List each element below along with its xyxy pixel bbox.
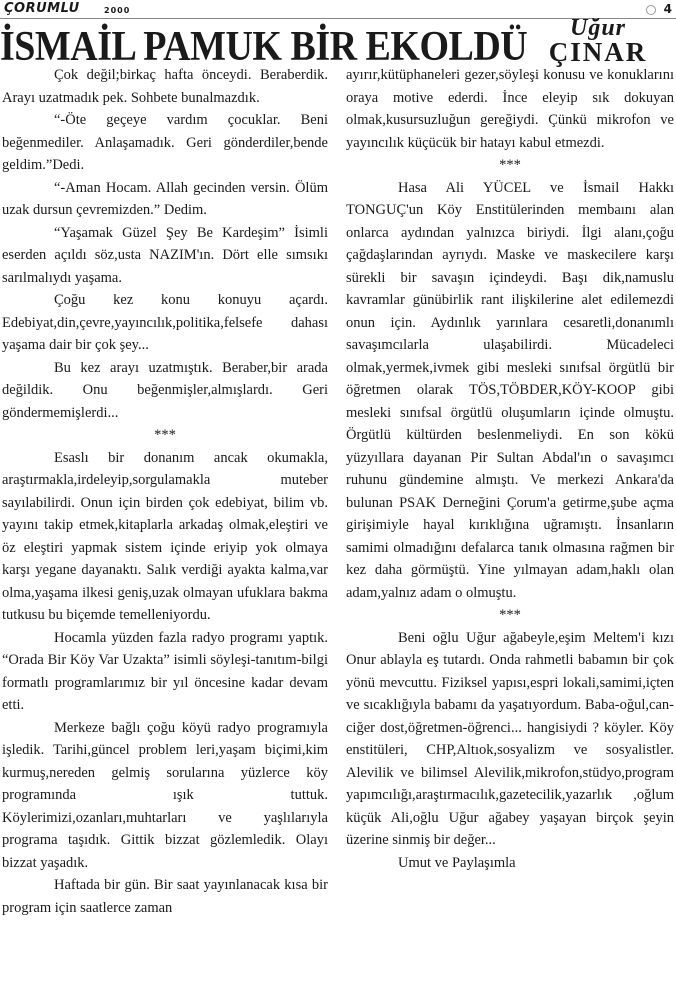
article-column-left: [2, 64, 328, 919]
paragraph: Haftada bir gün. Bir saat yayınlanacak kısa bir program için saatlerce zaman: [2, 877, 328, 916]
paragraph: Esaslı bir donanım ancak okumakla, araştırmakla,irdeleyip,sorgulamakla muteber sayılabilirdi. Onun için birden çok edebiyat, bilim vb. yayını takip etmek,kitaplarla arkadaş olmak,eleştiri ve öz eleştiri yapmak sistem içinde eriyip yok olmaya karşı yegane dayanaktı. Salık verdiği ayakta kalma,var olma,yaşama ilkesi geniş,uzak olmayan ufuklara bakma tutkusu bu biçemde temelleniyordu.: [2, 449, 328, 623]
article-column-right: [346, 64, 674, 874]
paragraph: Merkeze bağlı çoğu köyü radyo programıyla işledik. Tarihi,güncel problem leri,yaşam biçimi,kim kurmuş,nereden gelmiş sorularına yüzlerce köy programında ışık tuttuk. Köylerimizi,ozanları,muhtarları ve yaşlılarıyla programa taşıdık. Gittik bizzat gözlemledik. Olayı bizzat yaşadık.: [2, 719, 328, 871]
paragraph: “-Aman Hocam. Allah gecinden versin. Ölüm uzak dursun çevremizden.” Dedim.: [2, 179, 328, 218]
paragraph: Beni oğlu Uğur ağabeyle,eşim Meltem'i kızı Onur ablayla eş tutardı. Onda rahmetli babamın bir çok yönü mevcuttu. Fiziksel yapısı,espri lokali,samimi,içten ve sıcaklığıyla babamı da yaşatıyordum. Baba-oğul,can-ciğer dost,öğretmen-öğrenci... hangisiydi ? köyler. Köy enstitüleri, CHP,Altıok,sosyalizm ve sosyalistler. Alevilik ve bilimsel Alevilik,mikrofon,stüdyo,program yapımcılığı,araştırmacılık,gazetecilik,yazarlık ,oğlum küçük Ali,oğlu Uğur ağabey yaşayan birçok şeyin üzerine sinmiş bir değer...: [346, 629, 674, 848]
article-headline: İSMAİL PAMUK BİR EKOLDÜ: [0, 23, 528, 71]
closing-line: Umut ve Paylaşımla: [398, 854, 516, 871]
newspaper-logo: ÇORUMLU: [4, 1, 80, 16]
author-byline: [520, 15, 676, 67]
author-first-name: Uğur: [569, 15, 627, 41]
paragraph: Hasa Ali YÜCEL ve İsmail Hakkı TONGUÇ'un Köy Enstitülerinden membaını alan onlarca aydından yalnızca biriydi. İlgi alanı,çoğu çağdaşlarından ayrıydı. Maske ve maskecilere karşı sürekli bir savaşın içindeydi. Başı dik,namuslu kavramlar günübirlik rant ilişkilerine alet edilemezdi onun için. Aydınlık yarınlara cesaretli,donanımlı savaşımcılarla ulaşabilirdi. Mücadeleci olmak,yermek,ivmek gibi mesleki sınıfsal örgütlü bir öğretmen olarak TÖS,TÖBDER,KÖY-KOOP gibi mesleki sınıfsal örgütlü oluşumların içinde olmuştu. Örgütlü kültürden beslenmeliydi. En son kökü yüzyıllara dayanan Pir Sultan Abdal'ın o savaşımcı ruhunu gündemine almıştı. Ve merkezi Ankara'da bulunan PSAK Derneğini Çorum'a getirme,şube açma girişimiyle hayal kırıklığına uğramıştı. İnsanların samimi olmadığını defalarca tanık olmasına rağmen bir kez daha görmüştü. Yine yılmayan adam,haklı olan adam,yalnız adam o olmuştu.: [346, 179, 674, 601]
section-separator: ***: [154, 427, 176, 443]
paragraph: “-Öte geçeye vardım çocuklar. Beni beğenmediler. Anlaşamadık. Geri gönderdiler,bende geldim.”Dedi.: [2, 112, 328, 173]
section-separator: ***: [499, 607, 521, 623]
author-last-name: ÇINAR: [548, 37, 648, 67]
paragraph: ayırır,kütüphaneleri gezer,söyleşi konusu ve konuklarını oraya motive ederdi. İnce eleyip sık dokuyan olmak,kusursuzluğun gereğiydi. Çünkü mikrofon ve yayıncılık küçücük bir hatayı kabul etmezdi.: [346, 67, 674, 151]
page-marker-icon: [646, 5, 656, 15]
paragraph: Çoğu kez konu konuyu açardı. Edebiyat,din,çevre,yayıncılık,politika,felsefe dahası yaşama dair bir çok şey...: [2, 292, 328, 353]
section-separator: ***: [499, 157, 521, 173]
paragraph: “Yaşamak Güzel Şey Be Kardeşim” İsimli eserden açıldı söz,usta NAZIM'ın. Dört elle sımsıkı sarılmalıydı yaşama.: [2, 224, 328, 286]
issue-year: 2000: [104, 6, 131, 15]
paragraph: Hocamla yüzden fazla radyo programı yaptık. “Orada Bir Köy Var Uzakta” isimli söyleşi-tanıtım-bilgi formatlı programlarımız bir yıl öncesine kadar devam etti.: [2, 629, 328, 713]
paragraph: Bu kez arayı uzatmıştık. Beraber,bir arada değildik. Onu beğenmişler,almışlardı. Geri göndermemişlerdi...: [2, 359, 328, 421]
paragraph: Çok değil;birkaç hafta önceydi. Beraberdik. Arayı uzatmadık pek. Sohbete bunalmazdık.: [2, 67, 328, 106]
page-number: 4: [663, 2, 672, 16]
